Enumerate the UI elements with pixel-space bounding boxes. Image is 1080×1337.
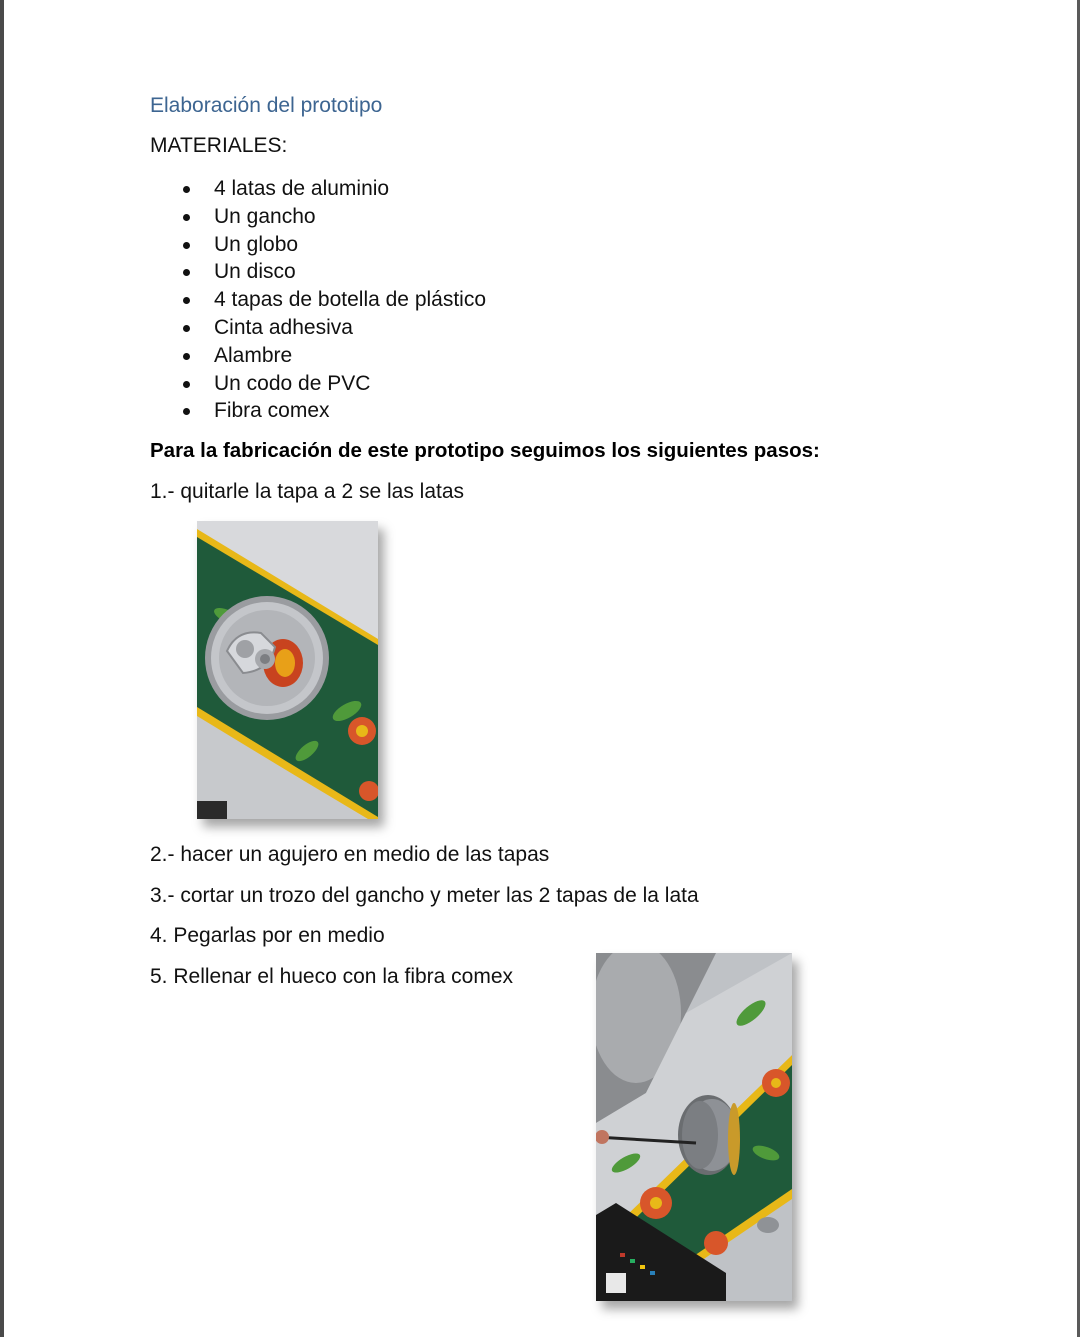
bullet-icon: [183, 186, 190, 193]
list-item: [150, 370, 486, 398]
material-label: 4 latas de aluminio: [214, 177, 390, 200]
step-3: 3.- cortar un trozo del gancho y meter las 2 tapas de la lata: [150, 884, 699, 907]
bullet-icon: [183, 269, 190, 276]
bullet-icon: [183, 214, 190, 221]
step-5: 5. Rellenar el hueco con la fibra comex: [150, 965, 514, 988]
materials-title: MATERIALES:: [150, 134, 288, 157]
material-label: Cinta adhesiva: [214, 315, 353, 339]
list-item: [150, 286, 486, 314]
can-lid-image: [197, 521, 378, 819]
bullet-icon: [183, 408, 190, 415]
material-label: Alambre: [214, 343, 293, 367]
bullet-icon: [183, 297, 190, 304]
list-item: [150, 342, 486, 370]
photo-can-lid: [197, 521, 378, 819]
bullet-icon: [183, 381, 190, 388]
list-item: [150, 231, 486, 259]
photo-filled-can: [596, 953, 792, 1301]
step-1: 1.- quitarle la tapa a 2 se las latas: [150, 480, 465, 503]
materials-list: [150, 175, 486, 425]
steps-title: Para la fabricación de este prototipo seguimos los siguientes pasos:: [150, 439, 820, 462]
list-item: [150, 397, 486, 425]
list-item: [150, 203, 486, 231]
bullet-icon: [183, 353, 190, 360]
filled-can-image: [596, 953, 792, 1301]
step-4: 4. Pegarlas por en medio: [150, 924, 385, 947]
material-label: 4 tapas de botella de plástico: [214, 288, 487, 312]
material-label: Fibra comex: [214, 399, 330, 423]
material-label: Un globo: [214, 232, 299, 256]
section-heading: Elaboración del prototipo: [150, 94, 383, 117]
bullet-icon: [183, 325, 190, 332]
bullet-icon: [183, 242, 190, 249]
material-label: Un gancho: [214, 204, 316, 228]
list-item: [150, 175, 486, 203]
list-item: [150, 314, 486, 342]
material-label: Un codo de PVC: [214, 371, 371, 395]
material-label: Un disco: [214, 260, 296, 284]
list-item: [150, 258, 486, 286]
step-2: 2.- hacer un agujero en medio de las tapas: [150, 843, 550, 866]
page-left-border: [0, 0, 4, 1337]
